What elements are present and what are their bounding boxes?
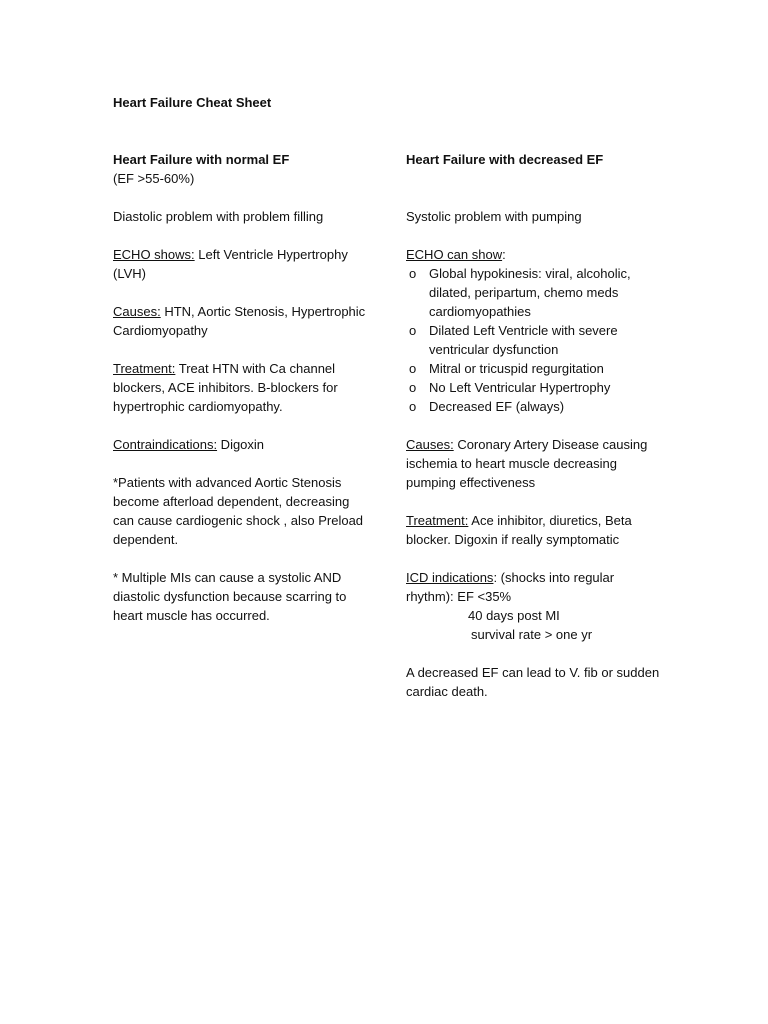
normal-ef-echo-text: Left Ventricle Hypertrophy (LVH) (113, 247, 348, 281)
bullet-icon: o (409, 361, 417, 376)
normal-ef-treatment-label: Treatment: (113, 361, 176, 376)
document-title: Heart Failure Cheat Sheet (113, 95, 272, 110)
list-item-text: Global hypokinesis: viral, alcoholic, dilated, peripartum, chemo meds cardiomyopathies (429, 266, 631, 319)
normal-ef-causes (113, 302, 371, 340)
normal-ef-treatment-text: Treat HTN with Ca channel blockers, ACE inhibitors. B-blockers for hypertrophic cardiomyopathy. (113, 361, 338, 414)
normal-ef-note-aortic-stenosis: *Patients with advanced Aortic Stenosis become afterload dependent, decreasing can cause cardiogenic shock , also Preload dependent. (113, 475, 364, 547)
decreased-ef-causes (406, 435, 664, 492)
decreased-ef-problem: Systolic problem with pumping (406, 209, 582, 224)
normal-ef-contraindications (113, 435, 371, 454)
bullet-icon: o (409, 380, 417, 395)
list-item (406, 321, 664, 359)
list-item (406, 378, 664, 397)
normal-ef-range: (EF >55-60%) (113, 171, 195, 186)
decreased-ef-treatment-text: Ace inhibitor, diuretics, Beta blocker. Digoxin if really symptomatic (406, 513, 632, 547)
list-item-text: Decreased EF (always) (429, 399, 565, 414)
list-item (406, 264, 664, 321)
normal-ef-causes-text: HTN, Aortic Stenosis, Hypertrophic Cardiomyopathy (113, 304, 366, 338)
decreased-ef-closing: A decreased EF can lead to V. fib or sudden cardiac death. (406, 665, 660, 699)
normal-ef-treatment (113, 359, 371, 416)
decreased-ef-column (406, 150, 664, 701)
decreased-ef-echo (406, 245, 664, 264)
normal-ef-contra-text: Digoxin (217, 437, 265, 452)
decreased-ef-causes-text: Coronary Artery Disease causing ischemia to heart muscle decreasing pumping effectiveness (406, 437, 648, 490)
decreased-ef-icd (406, 568, 664, 606)
decreased-ef-echo-colon: : (502, 247, 506, 262)
decreased-ef-treatment (406, 511, 664, 549)
normal-ef-echo-label: ECHO shows: (113, 247, 195, 262)
list-item-text: Dilated Left Ventricle with severe ventricular dysfunction (429, 323, 618, 357)
normal-ef-column (113, 150, 371, 625)
decreased-ef-icd-label: ICD indications (406, 570, 494, 585)
decreased-ef-echo-list (406, 264, 664, 416)
decreased-ef-icd-line3: survival rate > one yr (471, 627, 593, 642)
decreased-ef-icd-line2: 40 days post MI (468, 608, 560, 623)
bullet-icon: o (409, 323, 417, 338)
normal-ef-echo (113, 245, 371, 283)
decreased-ef-icd-text: : (shocks into regular rhythm): EF <35% (406, 570, 615, 604)
list-item-text: Mitral or tricuspid regurgitation (429, 361, 604, 376)
bullet-icon: o (409, 266, 417, 281)
list-item (406, 359, 664, 378)
normal-ef-heading: Heart Failure with normal EF (113, 152, 290, 167)
decreased-ef-causes-label: Causes: (406, 437, 454, 452)
decreased-ef-echo-label: ECHO can show (406, 247, 503, 262)
normal-ef-note-multiple-mis: * Multiple MIs can cause a systolic AND diastolic dysfunction because scarring to heart muscle has occurred. (113, 570, 347, 623)
decreased-ef-heading: Heart Failure with decreased EF (406, 152, 604, 167)
list-item-text: No Left Ventricular Hypertrophy (429, 380, 611, 395)
list-item (406, 397, 664, 416)
bullet-icon: o (409, 399, 417, 414)
normal-ef-causes-label: Causes: (113, 304, 161, 319)
normal-ef-problem: Diastolic problem with problem filling (113, 209, 324, 224)
decreased-ef-treatment-label: Treatment: (406, 513, 469, 528)
normal-ef-contra-label: Contraindications: (113, 437, 218, 452)
